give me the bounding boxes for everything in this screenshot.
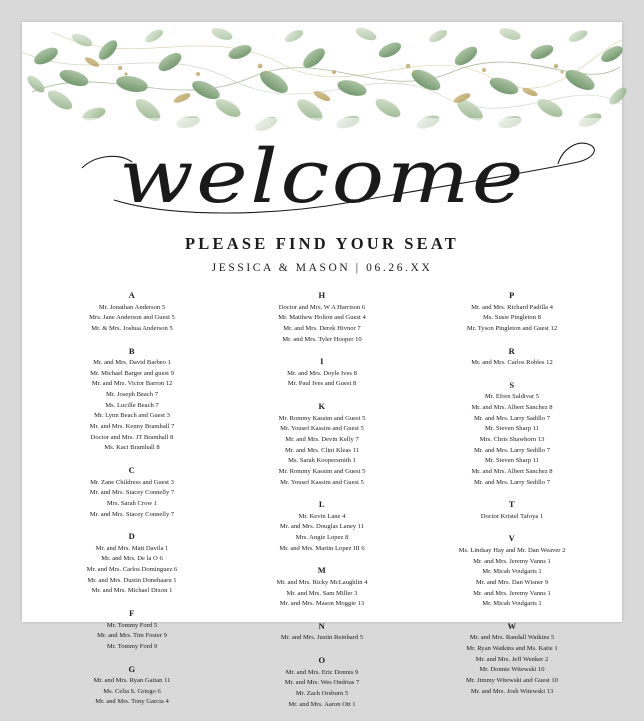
- welcome-text: welcome: [118, 134, 526, 220]
- seating-group: [40, 465, 224, 520]
- guest-entry: Mr. Steven Sharp 11: [485, 425, 539, 433]
- guest-entry: Mr. Joseph Beach 7: [105, 391, 158, 399]
- guest-entry: Mr. and Mrs. Jeremy Vanns 1: [473, 589, 551, 597]
- group-letter: I: [320, 356, 324, 367]
- guest-entry: Mr. Steven Sharp 11: [485, 457, 539, 465]
- guest-entry: Mr. and Mrs. Stacey Connelly 7: [89, 489, 175, 497]
- seating-group: [40, 290, 224, 335]
- page-subtitle: PLEASE FIND YOUR SEAT: [185, 234, 459, 253]
- guest-entry: Ms. Lindsay Hay and Mr. Dan Weaver 2: [458, 546, 566, 554]
- guest-entry: Mrs. Chris Shawhorn 13: [479, 435, 545, 443]
- guest-entry: Mr. and Mrs. Michael Dixon 1: [91, 587, 173, 595]
- guest-entry: Mr. and Mrs. De la O 6: [101, 555, 163, 563]
- group-letter: H: [318, 290, 326, 300]
- guest-entry: Ms. Celia S. Griego 6: [103, 687, 161, 695]
- guest-entry: Mr. and Mrs. Mason Moggie 13: [279, 600, 365, 608]
- guest-entry: Mr. Efren Saldivar 5: [484, 393, 540, 401]
- guest-entry: Mr. and Mrs. Carlos Dominguez 6: [86, 566, 178, 574]
- guest-entry: Mr. and Mrs. Albert Sanchez 8: [471, 403, 553, 411]
- seating-group: [40, 531, 224, 597]
- guest-entry: Mr. and Mrs. Sam Miller 3: [286, 589, 358, 597]
- group-letter: V: [508, 533, 516, 544]
- seating-column-3: [420, 290, 604, 721]
- seating-group: [420, 346, 604, 369]
- guest-entry: Mr. Micah Voulgaris 1: [482, 568, 542, 576]
- seating-group: [420, 380, 604, 489]
- seating-group: [420, 499, 604, 522]
- guest-entry: Mr. and Mrs. Stacey Connelly 7: [89, 510, 175, 518]
- group-letter: K: [318, 401, 326, 412]
- foliage-header-graphic: [22, 22, 622, 150]
- seating-group: [230, 565, 414, 610]
- seating-group: [40, 664, 224, 709]
- group-letter: C: [128, 465, 136, 476]
- guest-entry: Mr. Michael Barger and guest 9: [90, 369, 174, 377]
- seating-column-1: [40, 290, 224, 721]
- guest-entry: Mr. Zach Orsburn 5: [295, 689, 349, 697]
- guest-entry: Mr. and Mrs. Randall Watkins 5: [469, 634, 555, 642]
- guest-entry: Mr. Micah Voulgaris 1: [482, 600, 542, 608]
- guest-entry: Mrs. Angie Lopez 8: [295, 534, 349, 542]
- guest-entry: Mr. Jimmy Witewski and Guest 10: [466, 677, 558, 685]
- seating-group: [230, 621, 414, 644]
- group-letter: A: [128, 290, 136, 300]
- poster: [22, 22, 622, 708]
- seating-group: [40, 608, 224, 653]
- guest-entry: Mr. and Mrs. Jeff Wenker 2: [475, 655, 549, 663]
- guest-entry: Mr. and Mrs. Derek Hivnor 7: [283, 324, 361, 332]
- guest-entry: Mr. and Mrs. Matt Davila 1: [95, 544, 169, 552]
- guest-entry: Mr. and Mrs. Eric Donnis 9: [285, 668, 359, 676]
- group-letter: G: [128, 663, 136, 674]
- guest-entry: Mr. and Mrs. Aaron Ott 1: [288, 700, 356, 708]
- guest-entry: Mr. and Mrs. Larry Sadillo 7: [473, 414, 550, 422]
- guest-entry: Mr. and Mrs. Richard Padilla 4: [471, 303, 553, 311]
- guest-entry: Mrs. Sarah Crow 1: [106, 499, 158, 507]
- guest-entry: Mr. Paul Ives and Guest 8: [287, 380, 357, 388]
- group-letter: N: [318, 620, 326, 631]
- seating-group: [420, 290, 604, 335]
- guest-entry: Doctor and Mrs. JT Bramhall 8: [90, 433, 174, 441]
- guest-entry: Ms. Kaci Bramhall 8: [104, 444, 160, 452]
- seating-group: [40, 346, 224, 455]
- guest-entry: Mr. and Mrs. Justin Reinhard 5: [280, 634, 364, 642]
- seating-chart: [40, 290, 604, 721]
- guest-entry: Mr. and Mrs. Ryan Gaitan 11: [93, 677, 171, 685]
- group-letter: D: [128, 531, 136, 542]
- guest-entry: Mr. and Mrs. Tim Foster 9: [97, 632, 167, 640]
- guest-entry: Mr. Jonathan Anderson 5: [98, 303, 166, 311]
- seating-group: [420, 621, 604, 698]
- guest-entry: Mr. and Mrs. Carlos Robles 12: [471, 359, 553, 367]
- guest-entry: Mr. & Mrs. Joshua Anderson 5: [91, 324, 173, 332]
- guest-entry: Mr. Tommy Ford 5: [106, 621, 158, 629]
- guest-entry: Mr. and Mrs. Doyle Ives 8: [287, 369, 357, 377]
- seating-group: [230, 356, 414, 390]
- guest-entry: Mr. and Mrs. Dan Wisner 9: [475, 578, 549, 586]
- guest-entry: Mr. and Mrs. Devin Kelly 7: [285, 435, 359, 443]
- guest-entry: Mr. and Mrs. Jeremy Vanns 1: [473, 557, 551, 565]
- group-letter: S: [509, 379, 515, 390]
- guest-entry: Mrs. Jane Anderson and Guest 5: [89, 314, 175, 322]
- group-letter: W: [507, 620, 517, 631]
- guest-entry: Mr. and Mrs. Dustin Donehaaru 1: [87, 576, 177, 584]
- guest-entry: Mr. Lynn Beach and Guest 3: [94, 412, 170, 420]
- guest-entry: Ms. Sarah Koopersmith 1: [288, 457, 356, 465]
- seating-group: [230, 499, 414, 554]
- group-letter: T: [508, 499, 516, 510]
- guest-entry: Ms. Susie Pingleton 8: [483, 314, 541, 322]
- guest-entry: Mr. and Mrs. Wes Ondrias 7: [284, 679, 360, 687]
- guest-entry: Doctor and Mrs. W A Harrison 6: [278, 303, 366, 311]
- guest-entry: Mr. Ryan Watkins and Ms. Katie 1: [466, 645, 558, 653]
- welcome-heading: [22, 134, 622, 220]
- group-letter: L: [318, 499, 326, 510]
- guest-entry: Ms. Lucille Beach 7: [105, 401, 159, 409]
- guest-entry: Mr. Yousef Kassim and Guest 5: [280, 478, 364, 486]
- guest-entry: Mr. and Mrs. Martin Lopez III 6: [279, 544, 365, 552]
- group-letter: O: [318, 655, 326, 666]
- guest-entry: Mr. Tommy Ford 9: [106, 642, 158, 650]
- guest-entry: Mr. and Mrs. Victor Barron 12: [91, 380, 173, 388]
- guest-entry: Mr. Yousef Kassim and Guest 5: [280, 425, 364, 433]
- group-letter: M: [317, 565, 327, 576]
- guest-entry: Mr. and Mrs. Larry Sedillo 7: [473, 478, 550, 486]
- group-letter: R: [508, 345, 516, 356]
- guest-entry: Mr. Zane Childress and Guest 3: [90, 478, 174, 486]
- guest-entry: Mr. and Mrs. Albert Sanchez 8: [471, 467, 553, 475]
- guest-entry: Mr. and Mrs. Tony Garcia 4: [95, 698, 169, 706]
- guest-entry: Doctor Kristel Tafoya 1: [480, 512, 544, 520]
- guest-entry: Mr. Matthew Holton and Guest 4: [278, 314, 366, 322]
- couple-names-date: JESSICA & MASON | 06.26.XX: [211, 262, 433, 274]
- seating-group: [230, 401, 414, 488]
- guest-entry: Mr. and Mrs. Clint Kleas 11: [285, 446, 359, 454]
- guest-entry: Mr. Kevin Lane 4: [298, 512, 346, 520]
- guest-entry: Mr. and Mrs. Douglas Laney 11: [279, 523, 365, 531]
- guest-entry: Mr. Rommy Kassim and Guest 5: [278, 414, 366, 422]
- guest-entry: Mr. and Mrs. David Barbeo 1: [93, 359, 171, 367]
- guest-entry: Mr. and Mrs. Tyler Hooper 10: [282, 335, 362, 343]
- group-letter: P: [509, 290, 515, 300]
- group-letter: F: [129, 608, 135, 619]
- guest-entry: Mr. and Mrs. Josh Witewski 13: [470, 687, 554, 695]
- seating-group: [230, 655, 414, 710]
- guest-entry: Mr. and Mrs. Ricky McLaughlin 4: [276, 578, 368, 586]
- seating-group: [420, 533, 604, 610]
- guest-entry: Mr. and Mrs. Kenny Bramhall 7: [89, 423, 175, 431]
- guest-entry: Mr. and Mrs. Larry Sedillo 7: [473, 446, 550, 454]
- seating-group: [230, 290, 414, 345]
- guest-entry: Mr. Rommy Kassim and Guest 5: [278, 467, 366, 475]
- guest-entry: Mr. Donnie Witewski 10: [479, 666, 545, 674]
- seating-column-2: [230, 290, 414, 721]
- guest-entry: Mr. Tyson Pingleton and Guest 12: [466, 324, 558, 332]
- group-letter: B: [128, 345, 136, 356]
